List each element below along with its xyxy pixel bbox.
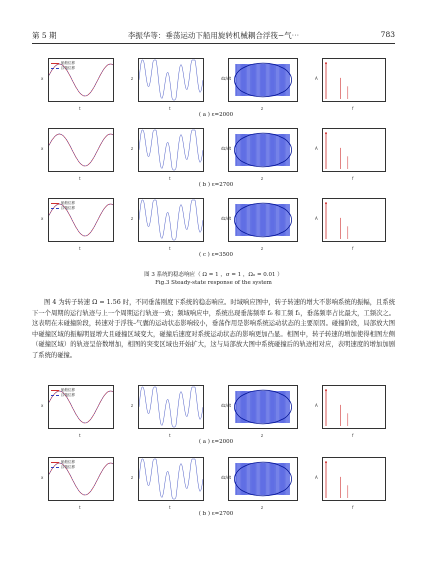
y-axis-label: A [315,403,318,408]
figure-row [40,56,392,118]
plot-panel-4 [322,457,386,501]
x-axis-label: t [79,505,81,510]
page-number: 783 [380,30,395,39]
x-axis-label: z [261,106,264,111]
figure-3-caption-cn: 图 3 系统的稳态响应（ Ω = 1 ，σ = 1 ，Ω₀ = 0.01 ） [144,272,283,278]
y-axis-label: dz/dt [221,146,232,151]
y-axis-label: x [41,475,44,480]
y-axis-label: z [131,216,134,221]
y-axis-label: z [131,403,134,408]
plot-panel-1 [48,457,114,501]
plot-panel-3 [228,457,298,501]
x-axis-label: f [352,505,354,510]
spectrum-plot [325,389,348,426]
time-response-line [139,60,203,100]
figure-row [40,126,392,188]
plot-panel-1 [48,198,114,242]
plot-panel-4 [322,385,386,429]
figure-row [40,196,392,258]
y-axis-label: dz/dt [221,475,232,480]
x-axis-label: t [169,106,171,111]
plot-legend: 船舶位移 浮筏位移 [51,61,75,71]
plot-panel-1 [48,128,114,172]
x-axis-label: t [169,176,171,181]
x-axis-label: f [352,433,354,438]
subfigure-label: ( a ) ε=2000 [198,439,234,445]
y-axis-label: x [41,146,44,151]
spectrum-plot [325,461,348,498]
plot-panel-1 [48,58,114,102]
phase-trajectory [234,133,291,167]
y-axis-label: A [315,475,318,480]
plot-panel-3 [228,128,298,172]
plot-panel-2 [138,58,204,102]
x-axis-label: t [79,106,81,111]
x-axis-label: t [79,246,81,251]
x-axis-label: z [261,176,264,181]
phase-trajectory [234,462,291,496]
phase-trajectory [234,63,291,97]
x-axis-label: z [261,246,264,251]
plot-legend: 船舶位移 浮筏位移 [51,388,75,398]
series-ship-line [49,134,113,166]
figure-3-caption-en: Fig.3 Steady-state response of the system [155,280,272,286]
y-axis-label: x [41,216,44,221]
y-axis-label: dz/dt [221,216,232,221]
spectrum-plot [325,202,348,239]
subfigure-label: ( b ) ε=2700 [198,511,234,517]
plot-panel-4 [322,128,386,172]
time-response-line [139,200,203,240]
y-axis-label: dz/dt [221,403,232,408]
plot-panel-2 [138,198,204,242]
plot-panel-4 [322,198,386,242]
y-axis-label: A [315,216,318,221]
x-axis-label: t [169,505,171,510]
subfigure-label: ( a ) ε=2000 [198,112,234,118]
y-axis-label: A [315,146,318,151]
phase-trajectory [234,203,291,237]
y-axis-label: z [131,146,134,151]
plot-legend: 船舶位移 浮筏位移 [51,201,75,211]
subfigure-label: ( b ) ε=2700 [198,182,234,188]
plot-panel-3 [228,58,298,102]
running-title: 李振华等：垂荡运动下船用旋转机械耦合浮筏−气⋯ [127,31,300,40]
plot-panel-1 [48,385,114,429]
body-paragraph [32,298,395,361]
y-axis-label: z [131,475,134,480]
plot-panel-3 [228,198,298,242]
x-axis-label: t [79,176,81,181]
x-axis-label: f [352,106,354,111]
plot-panel-2 [138,457,204,501]
plot-panel-2 [138,128,204,172]
x-axis-label: t [169,246,171,251]
x-axis-label: t [79,433,81,438]
plot-legend: 船舶位移 浮筏位移 [51,460,75,470]
y-axis-label: x [41,403,44,408]
page-header [32,30,395,42]
header-rule [32,43,395,44]
x-axis-label: z [261,505,264,510]
figure-row [40,383,392,445]
body-text: 图 4 为转子转速 Ω = 1.56 时，不同垂荡刚度下系统的稳态响应。时域响应图中，转子转速的增大不影响系统的振幅，且系统下一个周期的运行轨迹与上一个周期运行轨迹一致；频域响应中，系统出现垂荡频率 f₀ 和工频 f₁，垂荡频率占比最大，工频次之。这表明在未碰撞阶段，转速对于浮筏–气囊的运动状态影响较小，垂荡作用是影响系统运动状态的主要原因。碰撞阶段，局部放大图中碰撞区域的振幅明显增大且碰撞区域变大，碰撞后速度对系统运动状态的影响更加凸显。相图中，转子转速的增加使得相图左侧（碰撞区域）的轨迹呈倍数增加，相图的突变区域也开始扩大，这与局部放大图中系统碰撞后的轨迹相对应，表明速度的增加加剧了系统的碰撞。 [32,299,395,359]
time-response-line [139,459,203,499]
y-axis-label: A [315,76,318,81]
issue-number: 第 5 期 [32,31,57,40]
x-axis-label: f [352,176,354,181]
spectrum-plot [325,132,348,169]
x-axis-label: z [261,433,264,438]
time-response-line [139,387,203,427]
y-axis-label: x [41,76,44,81]
plot-panel-3 [228,385,298,429]
series-raft-line [49,134,113,166]
spectrum-plot [325,62,348,99]
x-axis-label: t [169,433,171,438]
y-axis-label: z [131,76,134,81]
x-axis-label: f [352,246,354,251]
y-axis-label: dz/dt [221,76,232,81]
plot-panel-2 [138,385,204,429]
time-response-line [139,130,203,170]
figure-row [40,455,392,517]
subfigure-label: ( c ) ε=3500 [198,252,234,258]
plot-panel-4 [322,58,386,102]
phase-trajectory [234,390,291,424]
